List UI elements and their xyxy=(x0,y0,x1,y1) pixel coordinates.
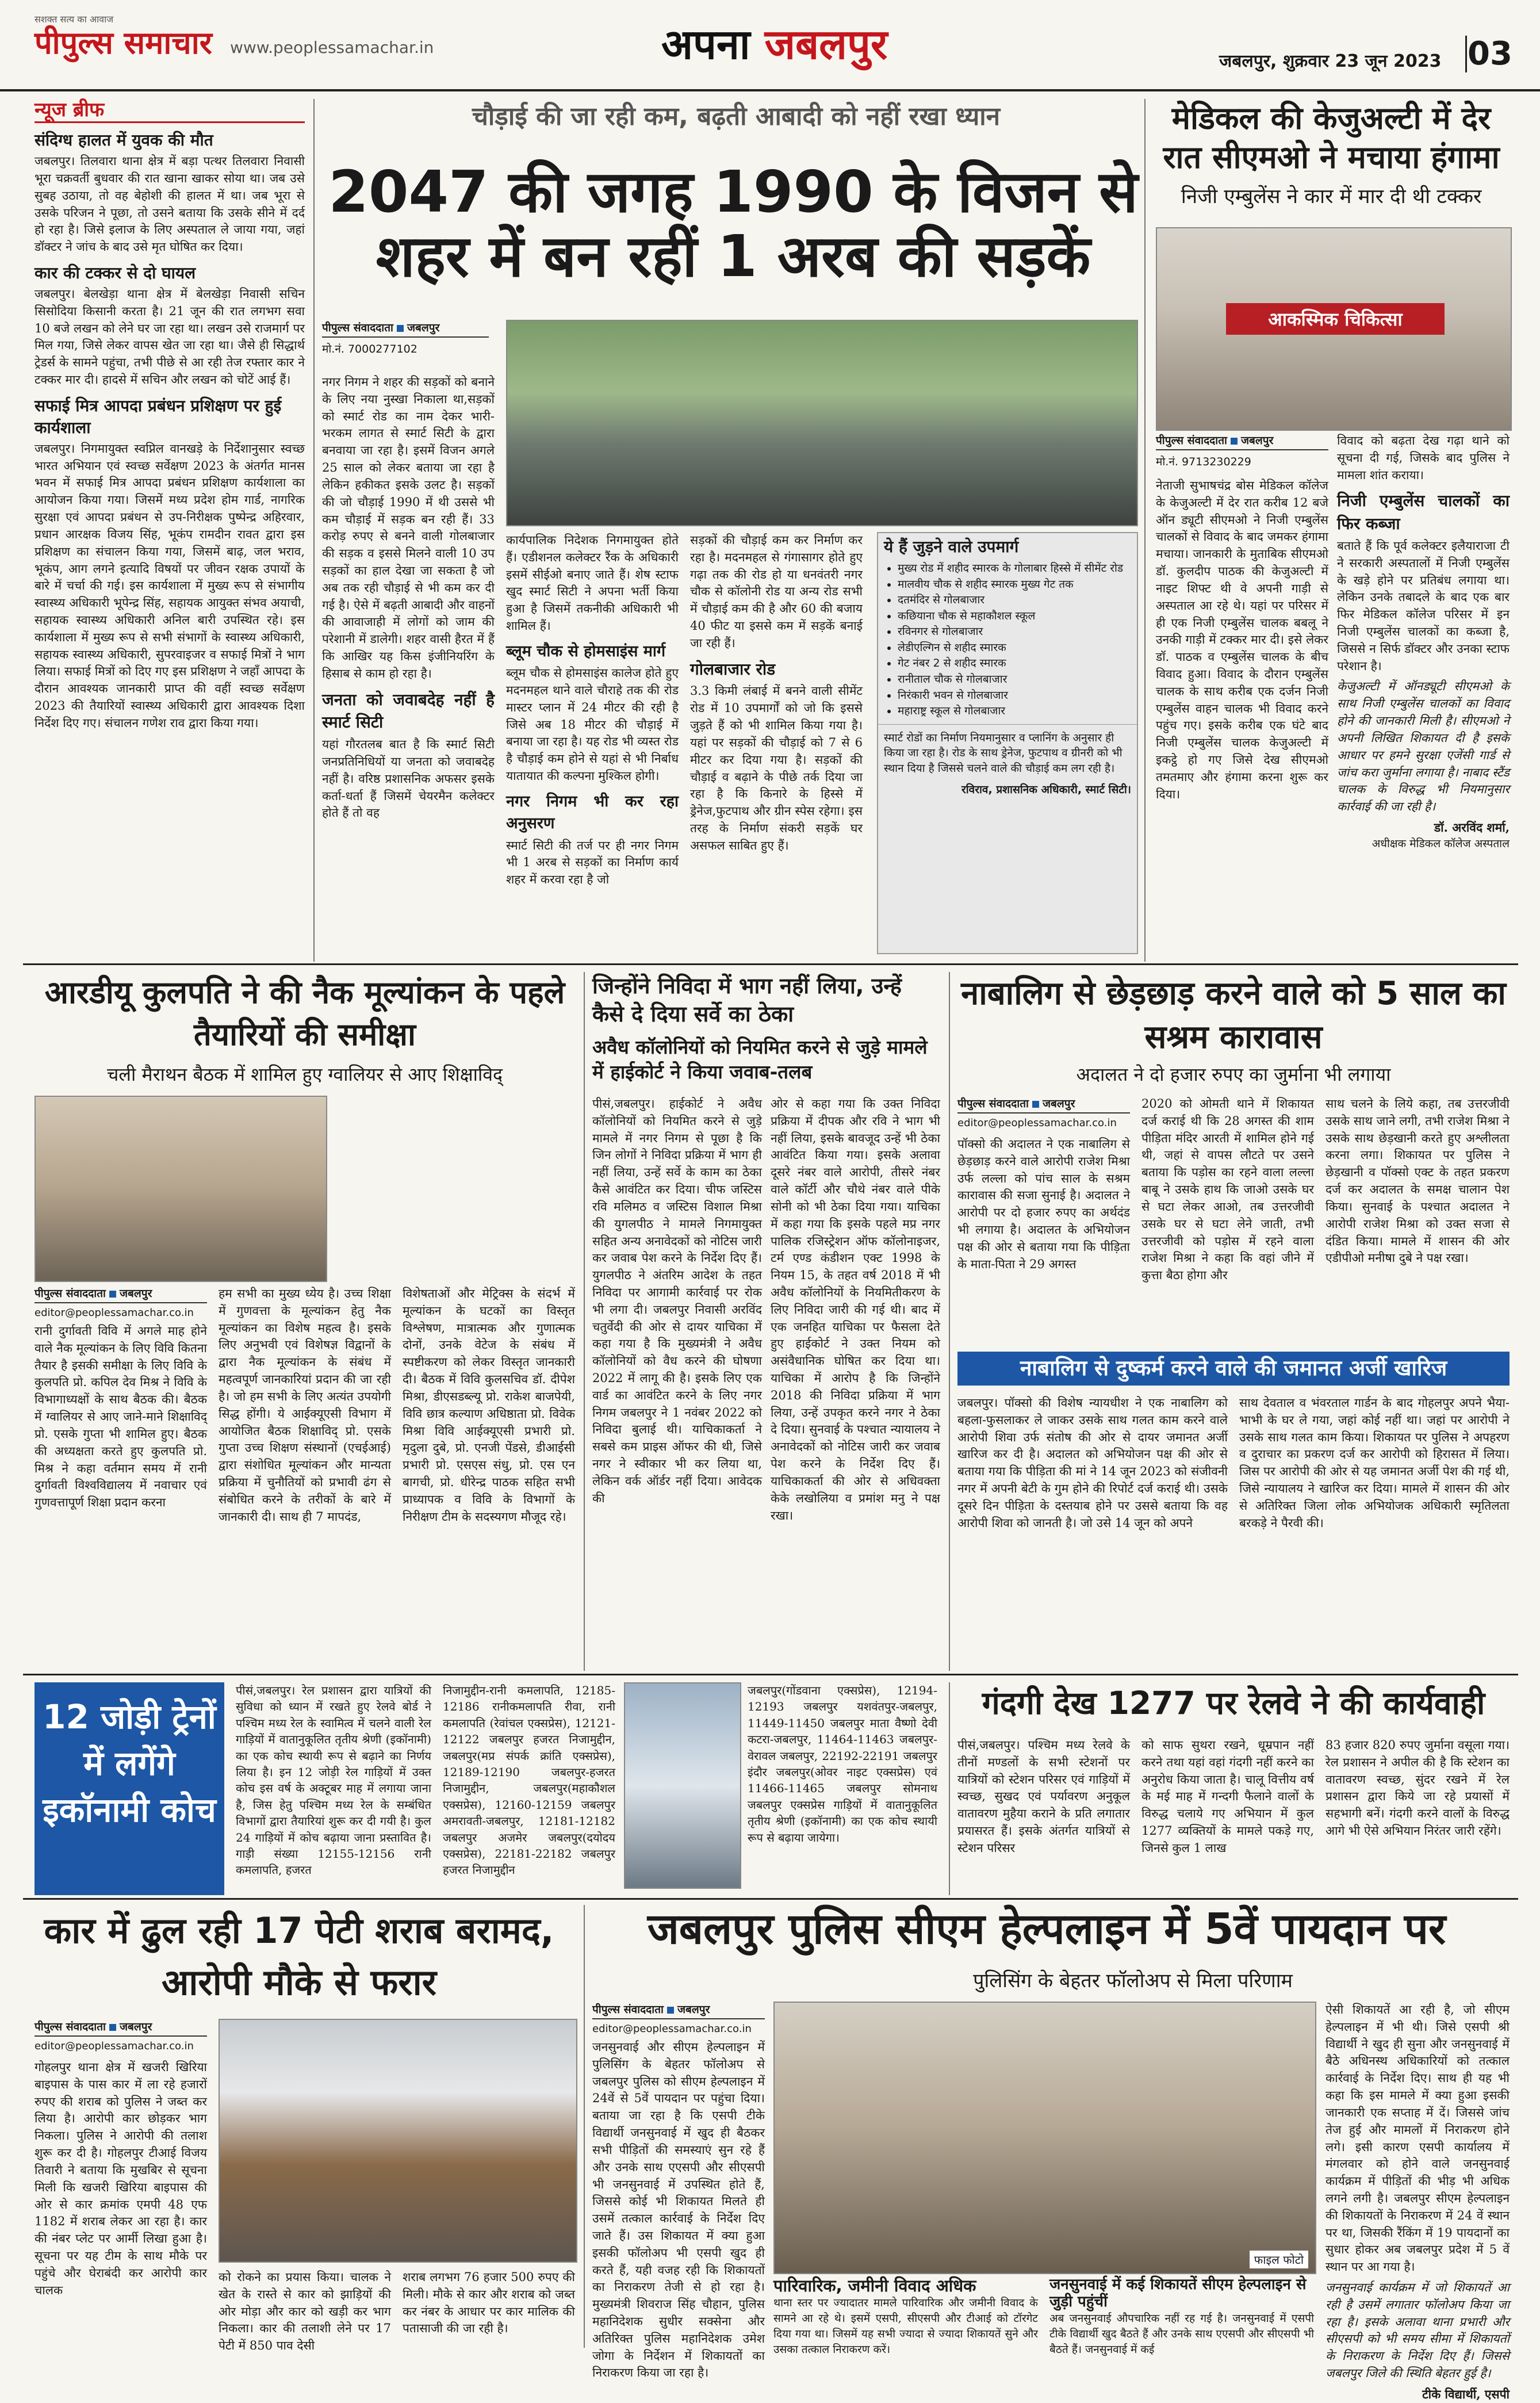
news-brief-column xyxy=(35,99,305,962)
liquor-col-3: शराब लगभग 76 हजार 500 रुपए की मिली। मौके से कार और शराब को जब्त कर नंबर के आधार पर कार मालिक की पतासाजी की जा रही है। xyxy=(403,2270,575,2336)
divider xyxy=(949,1682,950,1895)
medical-headline: मेडिकल की केजुअल्टी में देर रात सीएमओ ने मचाया हंगामा xyxy=(1163,100,1500,175)
section-title xyxy=(661,21,887,68)
minor-deck: अदालत ने दो हजार रुपए का जुर्माना भी लगाया xyxy=(1076,1063,1391,1085)
colonies-deck: अवैध कॉलोनियों को नियमित करने से जुड़े मामले में हाईकोर्ट ने किया जवाब-तलब xyxy=(592,1036,928,1083)
liquor-col-2: को रोकने का प्रयास किया। चालक ने खेत के रास्ते से कार को झाड़ियों की ओर मोड़ा और कार को खड़ी कर भाग निकला। कार की तलाशी लेने पर 17 पेटी में 850 पाव देसी xyxy=(219,2270,391,2353)
list-item: • गेट नंबर 2 से शहीद स्मारक xyxy=(898,656,1131,672)
byline-mobile: मो.नं. 9713230229 xyxy=(1156,456,1251,468)
medical-text-2b: बताते हैं कि पूर्व कलेक्टर इलैयाराजा टी ने सरकारी अस्पतालों में निजी एम्बुलेंस के खड़े होने पर प्रतिबंध लगाया था। लेकिन उनके तबादले के बाद एक बार फिर मेडिकल कॉलेज परिसर में इन निजी एम्बुलेंस चालकों का कब्जा है, जिससे न सिर्फ डॉक्टर और उनका स्टाफ परेशान है। xyxy=(1337,538,1510,673)
divider xyxy=(313,99,315,962)
railway-col-3: 83 हजार 820 रुपए जुर्माना वसूला गया। रेल प्रशासन ने अपील की है कि स्टेशन का वातावरण स्वच्छ, सुंदर रखने में रेल प्रशासन द्वारा किये जा रहे प्रयासों में सहभागी बनें। गंदगी करने वालों के विरुद्ध आगे भी ऐसे अभियान निरंतर जारी रहेंगे। xyxy=(1326,1738,1510,1838)
page-number: 03 xyxy=(1465,36,1513,72)
byline-email[interactable]: editor@peoplessamachar.co.in xyxy=(592,2023,752,2035)
rdu-byline xyxy=(35,1285,207,1319)
lead-kicker: चौड़ाई की जा रही कम, बढ़ती आबादी को नहीं रखा ध्यान xyxy=(472,102,1001,131)
list-item: • रविनगर से गोलबाजार xyxy=(898,624,1131,640)
police-text-2: ऐसी शिकायतें आ रही है, जो सीएम हेल्पलाइन में भी थी। जिसे एसपी श्री विद्यार्थी ने खुद ही सुना और जनसुनवाई में बैठे अधिनस्थ अधिकारियों को तत्काल कार्रवाई के निर्देश दिए। साथ ही यह भी कहा कि इस मामले में क्या हुआ इसकी जानकारी एक सप्ताह में दें। जिससे जांच तेज हुई और मामलों में निराकरण होने लगे। इसी कारण एसपी कार्यालय में मंगलवार को होने वाले जनसुनवाई कार्यक्रम में पीड़ितों की भीड़ भी अधिक लगने लगी है। जबलपुर सीएम हेल्पलाइन की शिकायतों के निराकरण में 24 वें स्थान पर था, जिसकी रैंकिंग में 19 पायदानों का सुधार होकर अब जबलपुर प्रदेश में 5 वें स्थान पर आ गया है। xyxy=(1326,2003,1510,2274)
lead-sub-4: गोलबाजार रोड xyxy=(690,659,776,679)
police-col-2 xyxy=(1326,2002,1510,2401)
divider xyxy=(23,963,1518,965)
colonies-col-2: ओर से कहा गया कि उक्त निविदा प्रक्रिया में दीपक और रवि ने भाग भी नहीं लिया, इसके बावजूद उन्हें भी ठेका आवंटित किया गया। इसके अलावा दूसरे नंबर वाले आरोपी, तीसरे नंबर वाले कॉर्टी और चौथे नंबर वाले पीके सोनी को भी ठेका दिया गया। याचिका में कहा गया कि इसके पहले मप्र नगर पालिक रजिस्ट्रेशन ऑफ कॉलोनाइजर, टर्म एण्ड कंडीशन एक्ट 1998 के नियम 15, के तहत वर्ष 2018 में भी अवैध कॉलोनियों के नियमितीकरण के लिए निविदा जारी की गई थी। बाद में एक जनहित याचिका पर फैसला देते हुए हाईकोर्ट ने उक्त नियम को असंवैधानिक घोषित कर दिया था। याचिका में आरोप है कि जिन्होंने 2018 की निविदा प्रक्रिया में भाग लिया, उन्हें उपकृत करने नगर ने ठेका दे दिया। सुनवाई के पश्चात न्यायालय ने अनावेदकों को नोटिस जारी कर जवाब पेश करने के निर्देश दिए हैं। याचिकाकर्ता की ओर से अधिवक्ता केके लखोलिया व प्रमांश मनु ने पक्ष रखा। xyxy=(771,1097,940,1522)
divider xyxy=(23,1898,1518,1900)
minor-col-1: पॉक्सो की अदालत ने एक नाबालिग से छेड़छाड़ करने वाले आरोपी राजेश मिश्रा उर्फ लल्ला को पांच साल के सश्रम कारावास की सजा सुनाई है। अदालत ने आरोपी पर दो हजार रुपए का अर्थदंड भी लगाया है। अदालत के अभियोजन पक्ष की ओर से बताया गया कि पीड़िता के माता-पिता ने 29 अगस्त xyxy=(957,1137,1130,1271)
trains-col-2: निजामुद्दीन-रानी कमलापति, 12185-12186 रानीकमलापति रीवा, रानी कमलापति (रेवांचल एक्सप्रेस), 12121-12122 जबलपुर हजरत निजामुद्दीन, जबलपुर(मप्र संपर्क क्रांति एक्सप्रेस), 12189-12190 जबलपुर-हजरत निजामुद्दीन, जबलपुर(महाकौशल एक्सप्रेस), 12160-12159 जबलपुर अमरावती-जबलपुर, 12181-12182 जबलपुर अजमेर जबलपुर(दयोदय एक्सप्रेस), 22181-22182 जबलपुर हजरत निजामुद्दीन xyxy=(443,1683,615,1877)
police-meeting-photo xyxy=(773,2002,1316,2274)
list-item: • मालवीय चौक से शहीद स्मारक मुख्य गेट तक xyxy=(898,577,1131,593)
trains-box-headline: 12 जोड़ी ट्रेनों में लगेंगे इकॉनामी कोच xyxy=(35,1682,224,1895)
medical-text-2: विवाद को बढ़ता देख गढ़ा थाने को सूचना दी गई, जिसके बाद पुलिस ने मामला शांत कराया। xyxy=(1337,434,1510,482)
byline-mobile: मो.नं. 7000277102 xyxy=(322,343,417,355)
byline-name: पीपुल्स संवाददाता xyxy=(35,1287,106,1300)
byline-name: पीपुल्स संवाददाता xyxy=(35,2021,106,2033)
list-item: • निरंकारी भवन से गोलबाजार xyxy=(898,688,1131,704)
byline-email[interactable]: editor@peoplessamachar.co.in xyxy=(35,1307,194,1319)
railway-headline: गंदगी देख 1277 पर रेलवे ने की कार्यवाही xyxy=(982,1685,1485,1721)
list-item: • मुख्य रोड में शहीद स्मारक के गोलाबार हिस्से में सीमेंट रोड xyxy=(898,561,1131,577)
police-byline xyxy=(592,2002,765,2035)
liquor-byline xyxy=(35,2019,207,2052)
brief-title-1: संदिग्ध हालत में युवक की मौत xyxy=(35,131,213,150)
bail-col-1: जबलपुर। पॉक्सो की विशेष न्यायधीश ने एक नाबालिग को बहला-फुसलाकर ले जाकर उसके साथ गलत काम करने वाले आरोपी शिवा उर्फ संतोष की ओर से दायर जमानत अर्जी खारिज कर दी है। अदालत को अभियोजन पक्ष की ओर से बताया गया कि पीड़िता की मां ने 14 जून 2023 को संजीवनी नगर में अपनी बेटी के गुम होने की रिपोर्ट दर्ज कराई थी। उसके दूसरे दिन पीड़िता के दस्तयाब होने पर उससे बताया कि वह आरोपी शिवा को जानती है। जो उसे 14 जून को अपने xyxy=(957,1396,1228,1530)
police-headline: जबलपुर पुलिस सीएम हेल्पलाइन में 5वें पायदान पर xyxy=(647,1904,1446,1954)
police-col-1: जनसुनवाई और सीएम हेल्पलाइन में पुलिसिंग के बेहतर फॉलोअप से जबलपुर पुलिस को सीएम हेल्पलाइन में 24वें से 5वें पायदान पर पहुंचा दिया। बताया जा रहा है कि एसपी टीके विद्यार्थी जनसुनवाई में खुद ही बैठकर सभी पीड़ितों की समस्याएं सुन रहे हैं और उनके साथ एएसपी और सीएसपी भी जनसुनवाई में उपस्थित होते हैं, जिससे कोई भी शिकायत मिलते ही उसमें तत्काल कार्रवाई के निर्देश दिए जाते हैं। उस शिकायत में क्या हुआ इसकी फॉलोअप भी एसपी खुद ही करते हैं, यही वजह रही कि शिकायतों का निराकरण तेजी से हो रहा है। मुख्यमंत्री शिवराज सिंह चौहान, पुलिस महानिदेशक सुधीर सक्सेना और अतिरिक्त पुलिस महानिदेशक उमेश जोगा के निर्देशन में शिकायतों का निराकरण किया जा रहा है। xyxy=(592,2040,765,2380)
lead-byline xyxy=(322,320,489,356)
lead-sub-2: ब्लूम चौक से होमसाइंस मार्ग xyxy=(506,642,666,660)
byline-city: जबलपुर xyxy=(1042,1097,1075,1110)
divider xyxy=(584,972,585,1671)
lead-text-3: सड़कों की चौड़ाई कम कर निर्माण कर रहा है। मदनमहल से गंगासागर होते हुए गढ़ा तक की रोड हो या धनवंतरी नगर चौक से कॉलोनी रोड या अन्य रोड सभी में चौड़ाई कम की है और 60 की बजाय 40 फीट या इससे कम में सड़कें बनाई जा रही हैं। xyxy=(690,533,863,650)
masthead-tagline: सशक्त सत्य का आवाज xyxy=(35,14,114,25)
section-title-b: जबलपुर xyxy=(764,20,888,68)
lead-sub-1: जनता को जवाबदेह नहीं है स्मार्ट सिटी xyxy=(322,690,495,732)
liquor-headline: कार में ढुल रही 17 पेटी शराब बरामद, आरोपी मौके से फरार xyxy=(44,1910,554,2003)
quote-author: टीके विद्यार्थी, एसपी xyxy=(1422,2386,1510,2401)
byline-city: जबलपुर xyxy=(1240,434,1274,447)
site-url[interactable]: www.peoplessamachar.in xyxy=(230,38,434,57)
photo-label: फाइल फोटो xyxy=(1250,2251,1308,2268)
lead-sub-3: नगर निगम भी कर रहा अनुसरण xyxy=(506,792,679,833)
rdu-col-1: रानी दुर्गावती विवि में अगले माह होने वाले नैक मूल्यांकन के लिए विवि कितना तैयार है इसकी समीक्षा के लिए विवि के कुलपति प्रो. कपिल देव मिश्र ने विवि के विभागाध्यक्षों के साथ बैठक की। बैठक में ग्वालियर से आए जाने-माने शिक्षाविद् प्रो. एसके गुप्ता भी शामिल हुए। बैठक की अध्यक्षता करते हुए कुलपति प्रो. मिश्र ने कहा वर्तमान समय में रानी दुर्गावती विश्वविद्यालय में नवाचार एवं गुणवत्तापूर्ण शिक्षा प्रदान करना xyxy=(35,1324,207,1510)
byline-city: जबलपुर xyxy=(119,1287,152,1300)
list-item: • कछियाना चौक से महाकौशल स्कूल xyxy=(898,609,1131,625)
caption-text-1: थाना स्तर पर ज्यादातर मामले पारिवारिक और जमीनी विवाद के सामने आ रहे थे। इसमें एसपी, सीएसपी और टीआई को टॉरगेट दिया गया था। जिसमें यह सभी ज्यादा से ज्यादा शिकायतें सुने और उसका तत्काल निराकरण करें। xyxy=(773,2297,1038,2356)
colonies-headline: जिन्होंने निविदा में भाग नहीं लिया, उन्हें कैसे दे दिया सर्वे का ठेका xyxy=(592,973,902,1027)
brief-text-1: जबलपुर। तिलवारा थाना क्षेत्र में बड़ा पत्थर तिलवारा निवासी भूरा चक्रवर्ती बुधवार की रात खाना खाकर सोया था। जब उसे सुबह उठाया, तो वह बेहोशी की हालत में था। जब भूरा से उसके परिजन ने पूछा, तो उसने बताया कि उसके सीने में दर्द हो रहा है। जिसे इलाज के लिए अस्पताल ले जाया गया, जहां डॉक्टर ने जांच के बाद उसे मृत घोषित कर दिया। xyxy=(35,154,305,254)
car-trunk-photo xyxy=(219,2019,577,2263)
medical-sub: निजी एम्बुलेंस चालकों का फिर कब्जा xyxy=(1337,491,1510,534)
police-quote: जनसुनवाई कार्यक्रम में जो शिकायतें आ रही है उसमें लगातार फॉलोअप किया जा रहा है। इसके अलावा थाना प्रभारी और सीएसपी को भी समय सीमा में शिकायतों के निराकरण के निर्देश दिए हैं। जिससे जबलपुर जिले की स्थिति बेहतर हुई है। xyxy=(1326,2280,1510,2381)
bail-col-2: साथ देवताल व भंवरताल गार्डन के बाद गोहलपुर अपने भैया-भाभी के घर ले गया, जहां कोई नहीं था। जहां पर आरोपी ने उसके साथ गलत काम किया। शिकायत पर पुलिस ने अपहरण व दुराचार का प्रकरण दर्ज कर आरोपी को हिरासत में लिया। जिस पर आरोपी की ओर से यह जमानत अर्जी पेश की गई थी, जिसे न्यायालय ने खारिज कर दिया। मामले में शासन की ओर से अतिरिक्त जिला लोक अभियोजक अधिकारी स्मृतिलता बरकड़े ने पैरवी की। xyxy=(1239,1396,1510,1530)
dateline: जबलपुर, शुक्रवार 23 जून 2023 xyxy=(1219,51,1442,71)
medical-deck: निजी एम्बुलेंस ने कार में मार दी थी टक्कर xyxy=(1181,185,1482,208)
list-item: • महाराष्ट्र स्कूल से गोलबाजार xyxy=(898,703,1131,720)
minor-col-2: 2020 को ओमती थाने में शिकायत दर्ज कराई थी कि 28 अगस्त की शाम पीड़िता मंदिर आरती में शामिल होने गई थी, जहां से वापस लौटते पर उसने बताया कि पड़ोस का रहने वाला लल्ला बाबू ने उसके हाथ कि जाओ उसके घर से घटा लेकर आओ, तब उत्तरजीवी उसके घर से घटा लेने जाती, तभी उत्तरजीवी को पड़ोस में रहने वाला राजेश मिश्रा ने कहा कि वहां जीने में कुत्ता बैठा होगा और xyxy=(1141,1097,1314,1283)
caption-title-2: जनसुनवाई में कई शिकायतें सीएम हेल्पलाइन से जुड़ी पहुंचीं xyxy=(1049,2276,1307,2310)
byline-name: पीपुल्स संवाददाता xyxy=(1156,434,1227,447)
colonies-col-1: पीसं,जबलपुर। हाईकोर्ट ने अवैध कॉलोनियों को नियमित करने से जुड़े मामले में नगर निगम से पूछा है कि जिन लोगों ने निविदा प्रक्रिया में भाग ही नहीं लिया, उन्हें सर्वे के काम का ठेका कैसे आवंटित कर दिया। चीफ जस्टिस रवि मलिमठ व जस्टिस विशाल मिश्रा की युगलपीठ ने मामले निगमायुक्त सहित अन्य अनावेदकों को नोटिस जारी कर जवाब पेश करने के निर्देश दिए हैं। युगलपीठ ने अंतरिम आदेश के तहत निविदा पर आगामी कार्रवाई पर रोक भी लगा दी। जबलपुर निवासी अरविंद चतुर्वेदी की ओर से दायर याचिका में कहा गया है कि मुख्यमंत्री ने अवैध कॉलोनियों को वैध करने की घोषणा 2022 में लागू की है। इसके लिए एक वार्ड का आवंटित करने के लिए नगर निगम जबलपुर ने 1 नवंबर 2022 को निविदा बुलाई थी। याचिकाकर्ता ने सबसे कम प्राइस ऑफर की थी, जिसे नगर ने स्वीकार भी कर लिया था, लेकिन वर्क ऑर्डर नहीं दिया। आवेदक की xyxy=(592,1097,762,1505)
smart-city-quote: स्मार्ट रोडों का निर्माण नियमानुसार व प्लानिंग के अनुसार ही किया जा रहा है। रोड के साथ ड्रेनेज, फुटपाथ व ग्रीनरी को भी स्थान दिया है जिससे चलने वाले की चौड़ाई कम लग रही है। xyxy=(878,724,1137,782)
masthead xyxy=(0,0,1540,91)
brand-logo: पीपुल्स समाचार xyxy=(35,25,212,61)
divider xyxy=(949,972,950,1671)
minor-headline: नाबालिग से छेड़छाड़ करने वाले को 5 साल का सश्रम कारावास xyxy=(961,975,1506,1056)
list-item: • दतमंदिर से गोलबाजार xyxy=(898,592,1131,609)
divider xyxy=(584,1905,585,2348)
lead-text-2b: ब्लूम चौक से होमसाइंस कालेज होते हुए मदनमहल थाने वाले चौराहे तक की रोड मास्टर प्लान में 24 मीटर की रही है जिसे अब 18 मीटर की चौड़ाई में बनाया जा रहा है। यह रोड भी व्यस्त रोड है चौड़ाई कम होने से यहां से भी निर्बाध यातायात की कल्पना मुश्किल होगी। xyxy=(506,666,679,783)
quote-author: डॉ. अरविंद शर्मा, xyxy=(1434,820,1510,835)
quote-author: रविराव, प्रशासनिक अधिकारी, स्मार्ट सिटी। xyxy=(961,783,1131,797)
medical-col-2 xyxy=(1337,433,1510,962)
train-coach-photo xyxy=(624,1682,741,1889)
byline-city: जबलपुर xyxy=(119,2021,152,2033)
trains-col-3: जबलपुर(गोंडवाना एक्सप्रेस), 12194-12193 जबलपुर यशवंतपुर-जबलपुर, 11449-11450 जबलपुर माता वैष्णो देवी कटरा-जबलपुर, 11464-11463 जबलपुर-वेरावल जबलपुर, 22192-22191 जबलपुर इंदौर जबलपुर(ओवर नाइट एक्सप्रेस) एवं 11466-11465 जबलपुर सोमनाथ जबलपुर एक्सप्रेस गाड़ियों में वातानुकूलित तृतीय श्रेणी (इकॉनामी) का एक कोच स्थायी रूप से बढ़ाया जायेगा। xyxy=(748,1683,937,1845)
sub-roads-title: ये हैं जुड़ने वाले उपमार्ग xyxy=(884,537,1019,556)
medical-quote: केजुअल्टी में ऑनड्यूटी सीएमओ के साथ निजी एम्बुलेंस चालकों का विवाद होने की जानकारी मिली है। सीएमओ ने अपनी लिखित शिकायत दी है इसके आधार पर हमने सुरक्षा एजेंसी गार्ड से जांच करा जुर्माना लगाया है। नाबाद स्टैंड चालक के विरुद्ध भी नियमानुसार कार्रवाई की जा रही है। xyxy=(1337,679,1510,814)
lead-text-1: नगर निगम ने शहर की सड़कों को बनाने के लिए नया नुस्खा निकाला था,सड़कों को स्मार्ट रोड का नाम देकर भारी-भरकम लागत से स्मार्ट सिटी के द्वारा बनवाया जा रहा है। इसमें विजन अगले 25 साल को लेकर बताया जा रहा है लेकिन हकीकत इसके उलट है। सड़कों की जो चौड़ाई 1990 में थी उससे भी कम चौड़ाई में सड़क बन रही हैं। 33 करोड़ रुपए से बनने वाली गोलबाजार की सड़क व इससे मिलने वाली 10 उप सड़कों का हाल देखा जा सकता है जो अब तक रही चौड़ाई से भी कम कर दी गई है। ऐसे में बढ़ती आबादी और वाहनों की आवाजाही में लोगों को जाम की परेशानी में डालेगी। शहर वासी हैरत में हैं कि आखिर यह किस इंजीनियरिंग के हिसाब से काम हो रहा है। xyxy=(322,375,495,680)
rdu-col-3: विशेषताओं और मेट्रिक्स के संदर्भ में मूल्यांकन के घटकों का विस्तृत विश्लेषण, मात्रात्मक और गुणात्मक दोनों, उनके वेटेज के संबंध में स्पष्टीकरण को लेकर विस्तृत जानकारी दी। बैठक में विवि कुलसचिव डॉ. दीपेश मिश्रा, डीएसडब्ल्यू प्रो. राकेश बाजपेयी, विवि छात्र कल्याण अधिष्ठाता प्रो. विवेक मिश्रा विवि आईक्यूएसी प्रभारी प्रो. मृदुला दुबे, प्रो. एनजी पेंडसे, डीआईसी प्रभारी प्रो. एसएस संधु, प्रो. एस एन बागची, प्रो. धीरेन्द्र पाठक सहित सभी प्राध्यापक व विवि के विभागों के निरीक्षण टीम के सदस्यगण मौजूद रहे। xyxy=(403,1287,575,1524)
brief-text-2: जबलपुर। बेलखेड़ा थाना क्षेत्र में बेलखेड़ा निवासी सचिन सिसोदिया किसानी करता है। 21 जून की रात लगभग सवा 10 बजे लखन को लेने घर जा रहा था। लखन उसे राजमार्ग पर मिल गया, जिसे लेकर वापस खेत जा रहा था। जैसे ही सिद्धार्थ ट्रेडर्स के सामने पहुंचा, तभी पीछे से आ रही तेज रफ्तार कार ने टक्कर मार दी। हादसे में सचिन और लखन को चोटें आई हैं। xyxy=(35,286,305,387)
liquor-col-1: गोहलपुर थाना क्षेत्र में खजरी खिरिया बाइपास के पास कार में ला रहे हजारों रुपए की शराब को पुलिस ने जब्त कर लिया है। आरोपी कार छोड़कर भाग निकला। पुलिस ने आरोपी की तलाश शुरू कर दी है। गोहलपुर टीआई विजय तिवारी ने बताया कि मुखबिर से सूचना मिली कि खजरी खिरिया बाइपास की ओर से कार क्रमांक एमपी 48 एफ 1182 में शराब लेकर आ रहा है। कार की नंबर प्लेट पर आर्मी लिखा हुआ है। सूचना पर यह टीम के साथ मौके पर पहुंचे और घेराबंदी कर आरोपी कार चालक xyxy=(35,2060,207,2297)
lead-text-1b: यहां गौरतलब बात है कि स्मार्ट सिटी जनप्रतिनिधियों या जनता को जवाबदेह नहीं है। वरिष्ठ प्रशासनिक अफसर इसके कर्ता-धर्ता हैं जिसमें चेयरमैन कलेक्टर होते हैं तो वह xyxy=(322,737,495,820)
caption-title-1: पारिवारिक, जमीनी विवाद अधिक xyxy=(773,2276,976,2295)
lead-col-3 xyxy=(690,532,863,958)
medical-byline xyxy=(1156,433,1328,469)
hospital-sign: आकस्मिक चिकित्सा xyxy=(1226,303,1445,335)
minor-col-3: साथ चलने के लिये कहा, तब उत्तरजीवी उसके साथ जाने लगी, तभी राजेश मिश्रा ने उसके साथ छेड़खानी करते हुए अश्लीलता करना लगा। शिकायत पर पुलिस ने छेड़खानी व पॉक्सो एक्ट के तहत प्रकरण दर्ज कर अदालत के समक्ष चालान पेश किया। सुनवाई के पश्चात अदालत ने आरोपी राजेश मिश्रा को उक्त सजा से दंडित किया। मामले में शासन की ओर एडीपीओ मनीषा दुबे ने पक्ष रखा। xyxy=(1326,1097,1510,1265)
lead-text-2c: स्मार्ट सिटी की तर्ज पर ही नगर निगम भी 1 अरब से सड़कों का निर्माण कार्य शहर में करवा रहा है जो xyxy=(506,838,679,887)
police-caption-1 xyxy=(773,2276,1038,2356)
road-photo xyxy=(506,320,1138,526)
brief-label: न्यूज ब्रीफ xyxy=(35,99,305,123)
byline-name: पीपुल्स संवाददाता xyxy=(957,1097,1029,1110)
lead-headline: 2047 की जगह 1990 के विजन से शहर में बन रहीं 1 अरब की सड़कें xyxy=(328,158,1138,290)
divider xyxy=(23,1674,1518,1675)
hospital-photo xyxy=(1156,227,1512,431)
list-item: • रानीताल चौक से गोलबाजार xyxy=(898,672,1131,688)
meeting-photo xyxy=(35,1096,327,1282)
byline-name: पीपुल्स संवाददाता xyxy=(322,322,393,334)
railway-col-2: को साफ सुथरा रखने, धूम्रपान नहीं करने तथा यहां वहां गंदगी नहीं करने का अनुरोध किया जाता है। चालू वित्तीय वर्ष के मई माह में गन्दगी फैलाने वालों के विरुद्ध चलाये गए अभियान में कुल 1277 व्यक्तियों के मामले पकड़े गए, जिनसे कुल 1 लाख xyxy=(1141,1738,1314,1855)
brief-title-2: कार की टक्कर से दो घायल xyxy=(35,263,196,282)
list-item: • लेडीएल्गिन से शहीद स्मारक xyxy=(898,640,1131,656)
police-caption-2 xyxy=(1049,2276,1314,2356)
byline-email[interactable]: editor@peoplessamachar.co.in xyxy=(957,1117,1117,1129)
medical-col-1: नेताजी सुभाषचंद्र बोस मेडिकल कॉलेज के केजुअल्टी में देर रात करीब 12 बजे ऑन ड्यूटी सीएमओ ने निजी एम्बुलेंस चालकों से विवाद के बाद जमकर हंगामा मचाया। जानकारी के मुताबिक सीएमओ डॉ. कुलदीप पाठक की केजुअल्टी में नाइट शिफ्ट थी वे अपनी गाड़ी से अस्पताल आ रहे थे। यहां पर परिसर में ही एक निजी एम्बुलेंस चालक बबलू ने उनकी गाड़ी में टक्कर मार दी। इसे लेकर डॉ. पाठक व एम्बुलेंस चालक के बीच विवाद हुआ। विवाद के दौरान एम्बुलेंस चालक के साथ करीब एक दर्जन निजी एम्बुलेंस वाहन चालक भी विवाद करने पहुंच गए। इसके करीब एक घंटे बाद निजी एम्बुलेंस चालक केजुअल्टी में इकट्ठे हो गए जिसे देख सीएमओ तमतमाए और हंगामा करना शुरू कर दिया। xyxy=(1156,479,1328,801)
divider xyxy=(1144,99,1146,962)
minor-byline xyxy=(957,1096,1130,1129)
rdu-col-2: हम सभी का मुख्य ध्येय है। उच्च शिक्षा में गुणवत्ता के मूल्यांकन हेतु नैक मूल्यांकन का विशेष महत्व है। इसके लिए अनुभवी एवं विशेषज्ञ विद्वानों के द्वारा नैक मूल्यांकन के संबंध में महत्वपूर्ण जानकारियां प्रदान की जा रही है। जो हम सभी के लिए अत्यंत उपयोगी सिद्ध होंगी। ये आईक्यूएसी विभाग में आयोजित बैठक शिक्षाविद् प्रो. एसके गुप्ता उच्च शिक्षण संस्थानों (एचईआई) द्वारा संशोधित मूल्यांकन और मान्यता प्रक्रिया में चुनौतियों को प्रभावी ढंग से संबोधित करने के तरीकों के बारे में जानकारी दी। साथ ही 7 मापदंड, xyxy=(219,1287,391,1524)
lead-text-2: कार्यपालिक निदेशक निगमायुक्त होते हैं। एडीशनल कलेक्टर रैंक के अधिकारी इसमें सीईओ बनाए जाते हैं। शेष स्टाफ खुद स्मार्ट सिटी ने अपना भर्ती किया हुआ है जिसमें तकनीकी अधिकारी भी शामिल हैं। xyxy=(506,533,679,633)
quote-author-title: अधीक्षक मेडिकल कॉलेज अस्पताल xyxy=(1372,837,1510,850)
lead-text-3b: 3.3 किमी लंबाई में बनने वाली सीमेंट रोड में 10 उपमार्गों को जो कि इससे जुड़ते हैं को भी शामिल किया गया है। यहां पर सड़कों की चौड़ाई को 7 से 6 मीटर कर दिया गया है। सड़कों की चौड़ाई व बढ़ाने के पीछे तर्क दिया जा रहा है कि किनारे के हिस्से में ड्रेनेज,फुटपाथ और ग्रीन स्पेस रहेगा। इस तरह के निर्माण संकरी सड़कें घर असफल साबित हुए हैं। xyxy=(690,684,863,852)
byline-city: जबलपुर xyxy=(407,322,440,334)
caption-text-2: अब जनसुनवाई औपचारिक नहीं रह गई है। जनसुनवाई में एसपी टीके विद्यार्थी खुद बैठते हैं और उनके साथ एएसपी और सीएसपी भी बैठते हैं। जनसुनवाई में कई xyxy=(1049,2312,1314,2356)
rdu-deck: चली मैराथन बैठक में शामिल हुए ग्वालियर से आए शिक्षाविद् xyxy=(106,1063,503,1085)
byline-email[interactable]: editor@peoplessamachar.co.in xyxy=(35,2040,194,2052)
brief-text-3: जबलपुर। निगमायुक्त स्वप्निल वानखड़े के निर्देशानुसार स्वच्छ भारत अभियान एवं स्वच्छ सर्वेक्षण 2023 के अंतर्गत मानस भवन में सफाई मित्र आपदा प्रबंधन प्रशिक्षण कार्यशाला का आयोजन किया गया। जिसमें मध्य प्रदेश होम गार्ड, नागरिक सुरक्षा एवं आपदा प्रबंधन से उप-निरीक्षक पुष्पेन्द्र अहिरवार, प्रधान आरक्षक विजय सिंह, भूकंप रामदीन रावत द्वारा इस प्रशिक्षण का संचालन किया गया, जिसमें बाढ़, जल भराव, भूकंप, आग लगने इत्यादि विषयों पर जीवन रक्षक उपायों के बारे में चर्चा की गई। इस कार्यशाला में मुख्य रूप से संभागीय स्वास्थ्य अधिकारी भूपेन्द्र सिंह, सहायक आयुक्त संभव अयाची, सहायक स्वास्थ्य अधिकारी अनिल बारी उपस्थित रहे। इस कार्यशाला में मुख्य रूप से सभी संभागों के स्वास्थ्य अधिकारी, सहायक स्वास्थ्य अधिकारी, सुपरवाइजर व सफाई मित्रों ने भाग लिया। सफाई मित्रों को दिए गए इस प्रशिक्षण ने जहाँ आपदा के दौरान आवश्यक जानकारी प्राप्त की वहीं स्वच्छ सर्वेक्षण 2023 की तैयारियों स्वास्थ्य अधिकारी द्वारा आवश्यक दिशा निर्देश दिए गए। संचालन गणेश राव द्वारा किया गया। xyxy=(35,441,305,730)
railway-col-1: पीसं,जबलपुर। पश्चिम मध्य रेलवे के तीनों मण्डलों के सभी स्टेशनों पर यात्रियों को स्टेशन परिसर एवं गाड़ियों में स्वच्छ, सुखद एवं पर्यावरण अनुकूल वातावरण मुहैया कराने के प्रति लगातार प्रयासरत हैं। इसके अंतर्गत यात्रियों से स्टेशन परिसर xyxy=(957,1738,1130,1855)
lead-col-1 xyxy=(322,374,495,955)
bail-headline: नाबालिग से दुष्कर्म करने वाले की जमानत अर्जी खारिज xyxy=(957,1352,1510,1386)
rdu-headline: आरडीयू कुलपति ने की नैक मूल्यांकन के पहले तैयारियों की समीक्षा xyxy=(44,974,565,1053)
section-title-a: अपना xyxy=(661,20,750,68)
sub-roads-list xyxy=(878,561,1137,719)
byline-name: पीपुल्स संवाददाता xyxy=(592,2003,664,2016)
trains-col-1: पीसं,जबलपुर। रेल प्रशासन द्वारा यात्रियों की सुविधा को ध्यान में रखते हुए रेलवे बोर्ड ने पश्चिम मध्य रेल के स्वामित्व में चलने वाली रेल गाड़ियों में वातानुकूलित तृतीय श्रेणी (इकॉनामी) का एक कोच स्थायी रूप से बढ़ाने का निर्णय लिया है। इन 12 जोड़ी रेल गाड़ियों में उक्त कोच इस वर्ष के अक्टूबर माह में लगाया जाना है, जिस हेतु पश्चिम मध्य रेल के सम्बंधित विभागों द्वारा तैयारियां शुरू कर दी गयी है। कुल 24 गाड़ियों में कोच बढ़ाया जाना प्रस्तावित है। गाड़ी संख्या 12155-12156 रानी कमलापति, हजरत xyxy=(236,1683,431,1877)
byline-city: जबलपुर xyxy=(677,2003,710,2016)
police-deck: पुलिसिंग के बेहतर फॉलोअप से मिला परिणाम xyxy=(973,1969,1293,1992)
brief-title-3: सफाई मित्र आपदा प्रबंधन प्रशिक्षण पर हुई कार्यशाला xyxy=(35,396,282,437)
lead-col-2 xyxy=(506,532,679,958)
sub-roads-box xyxy=(877,532,1138,954)
